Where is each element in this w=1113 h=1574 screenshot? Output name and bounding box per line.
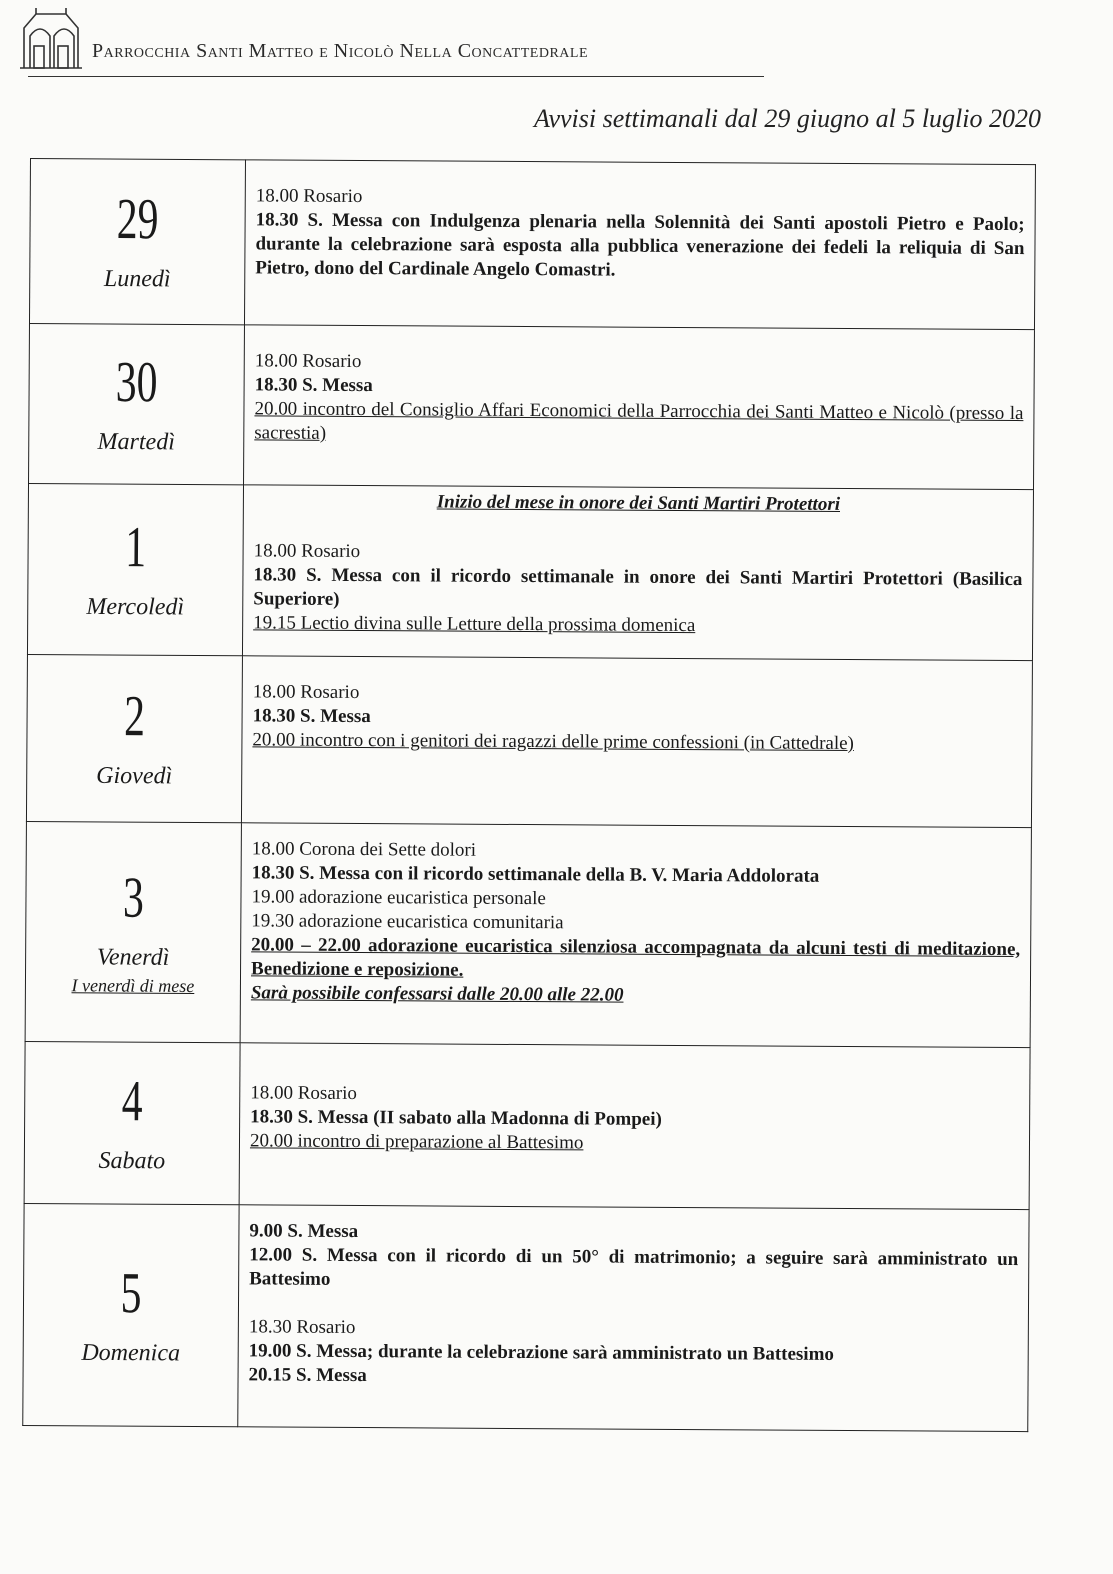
- event-line: Sarà possibile confessarsi dalle 20.00 alle 22.00: [250, 982, 624, 1006]
- events-cell: [241, 656, 1032, 828]
- events-cell: [242, 485, 1033, 661]
- events-cell: [244, 325, 1035, 490]
- day-number: 5: [120, 1259, 142, 1325]
- day-cell: [25, 821, 241, 1042]
- events-cell: [239, 1043, 1030, 1210]
- event-line: 19.15 Lectio divina sulle Letture della prossima domenica: [253, 612, 696, 637]
- event-line: 18.00 Rosario: [253, 540, 361, 563]
- event-line: 20.15 S. Messa: [248, 1364, 367, 1387]
- day-number: 2: [123, 683, 146, 749]
- day-row: [27, 483, 1033, 660]
- weekly-schedule-table: [22, 158, 1036, 1432]
- church-logo: [16, 6, 86, 72]
- weekday-name: Lunedì: [103, 265, 171, 293]
- event-line: 20.00 incontro del Consiglio Affari Economici della Parrocchia dei Santi Matteo e Nicolò (presso la sacrestia): [254, 398, 1024, 444]
- event-line: 20.00 incontro con i genitori dei ragazzi delle prime confessioni (in Cattedrale): [252, 729, 854, 755]
- event-line: 12.00 S. Messa con il ricordo di un 50° di matrimonio; a seguire sarà amministrato un Battesimo: [249, 1244, 1019, 1290]
- event-line: 18.30 S. Messa (II sabato alla Madonna di Pompei): [250, 1106, 662, 1130]
- header-divider: [28, 76, 764, 77]
- day-number: 29: [116, 186, 159, 252]
- events-cell: [240, 823, 1031, 1048]
- weekday-name: Venerdì: [96, 943, 170, 971]
- day-cell: [23, 1203, 239, 1426]
- event-line: 19.00 S. Messa; durante la celebrazione sarà amministrato un Battesimo: [248, 1340, 835, 1365]
- event-line: 18.30 S. Messa con il ricordo settimanale della B. V. Maria Addolorata: [251, 862, 820, 887]
- event-line: 18.00 Rosario: [252, 681, 360, 704]
- day-row: [25, 821, 1031, 1047]
- month-dedication-heading: Inizio del mese in onore dei Santi Martiri Protettori: [436, 491, 841, 515]
- weekday-name: Sabato: [98, 1147, 166, 1174]
- weekday-name: Martedì: [97, 428, 176, 455]
- weekday-name: Giovedì: [96, 762, 173, 790]
- day-row: [29, 323, 1035, 489]
- day-row: [23, 1203, 1029, 1431]
- day-row: [26, 654, 1032, 827]
- day-cell: [26, 654, 242, 822]
- event-line: 18.30 S. Messa con il ricordo settimanale in onore dei Santi Martiri Protettori (Basilica Superiore): [253, 564, 1023, 610]
- events-cell: [244, 160, 1035, 330]
- event-line: 18.30 S. Messa con Indulgenza plenaria nella Solennità dei Santi apostoli Pietro e Paolo; durante la celebrazione sarà esposta alla pubblica venerazione dei fedeli la reliquia di San Pietro, dono del Cardinale Angelo Comastri.: [255, 209, 1025, 281]
- day-cell: [27, 483, 243, 655]
- event-line: 18.30 S. Messa: [254, 374, 373, 397]
- event-line: 18.30 Rosario: [248, 1316, 356, 1339]
- event-line: 18.30 S. Messa: [252, 705, 371, 728]
- parish-title: Parrocchia Santi Matteo e Nicolò Nella Concattedrale: [92, 40, 588, 62]
- event-line: 18.00 Corona dei Sette dolori: [251, 838, 477, 861]
- day-number: 1: [124, 514, 147, 580]
- day-row: [24, 1041, 1030, 1209]
- day-cell: [24, 1041, 240, 1204]
- notice-subtitle: Avvisi settimanali dal 29 giugno al 5 luglio 2020: [534, 104, 1041, 133]
- day-row: [29, 159, 1035, 330]
- event-line: 19.30 adorazione eucaristica comunitaria: [251, 910, 564, 934]
- event-line: 9.00 S. Messa: [249, 1220, 359, 1243]
- event-line: 20.00 incontro di preparazione al Battesimo: [249, 1130, 584, 1154]
- event-line: 18.00 Rosario: [255, 185, 363, 208]
- weekday-name: Domenica: [81, 1339, 181, 1366]
- event-line: 19.00 adorazione eucaristica personale: [251, 886, 546, 910]
- day-number: 3: [122, 864, 145, 930]
- event-line: 20.00 – 22.00 adorazione eucaristica silenziosa accompagnata da alcuni testi di meditazione, Benedizione e reposizione.: [250, 934, 1021, 981]
- event-line: 18.00 Rosario: [254, 350, 362, 373]
- day-cell: [29, 323, 245, 484]
- day-cell: [29, 159, 245, 325]
- weekday-name: Mercoledì: [86, 593, 185, 621]
- event-line: 18.00 Rosario: [250, 1082, 357, 1105]
- day-number: 30: [115, 348, 158, 414]
- day-number: 4: [121, 1067, 143, 1133]
- day-note: I venerdì di mese: [71, 974, 195, 996]
- events-cell: [238, 1205, 1029, 1432]
